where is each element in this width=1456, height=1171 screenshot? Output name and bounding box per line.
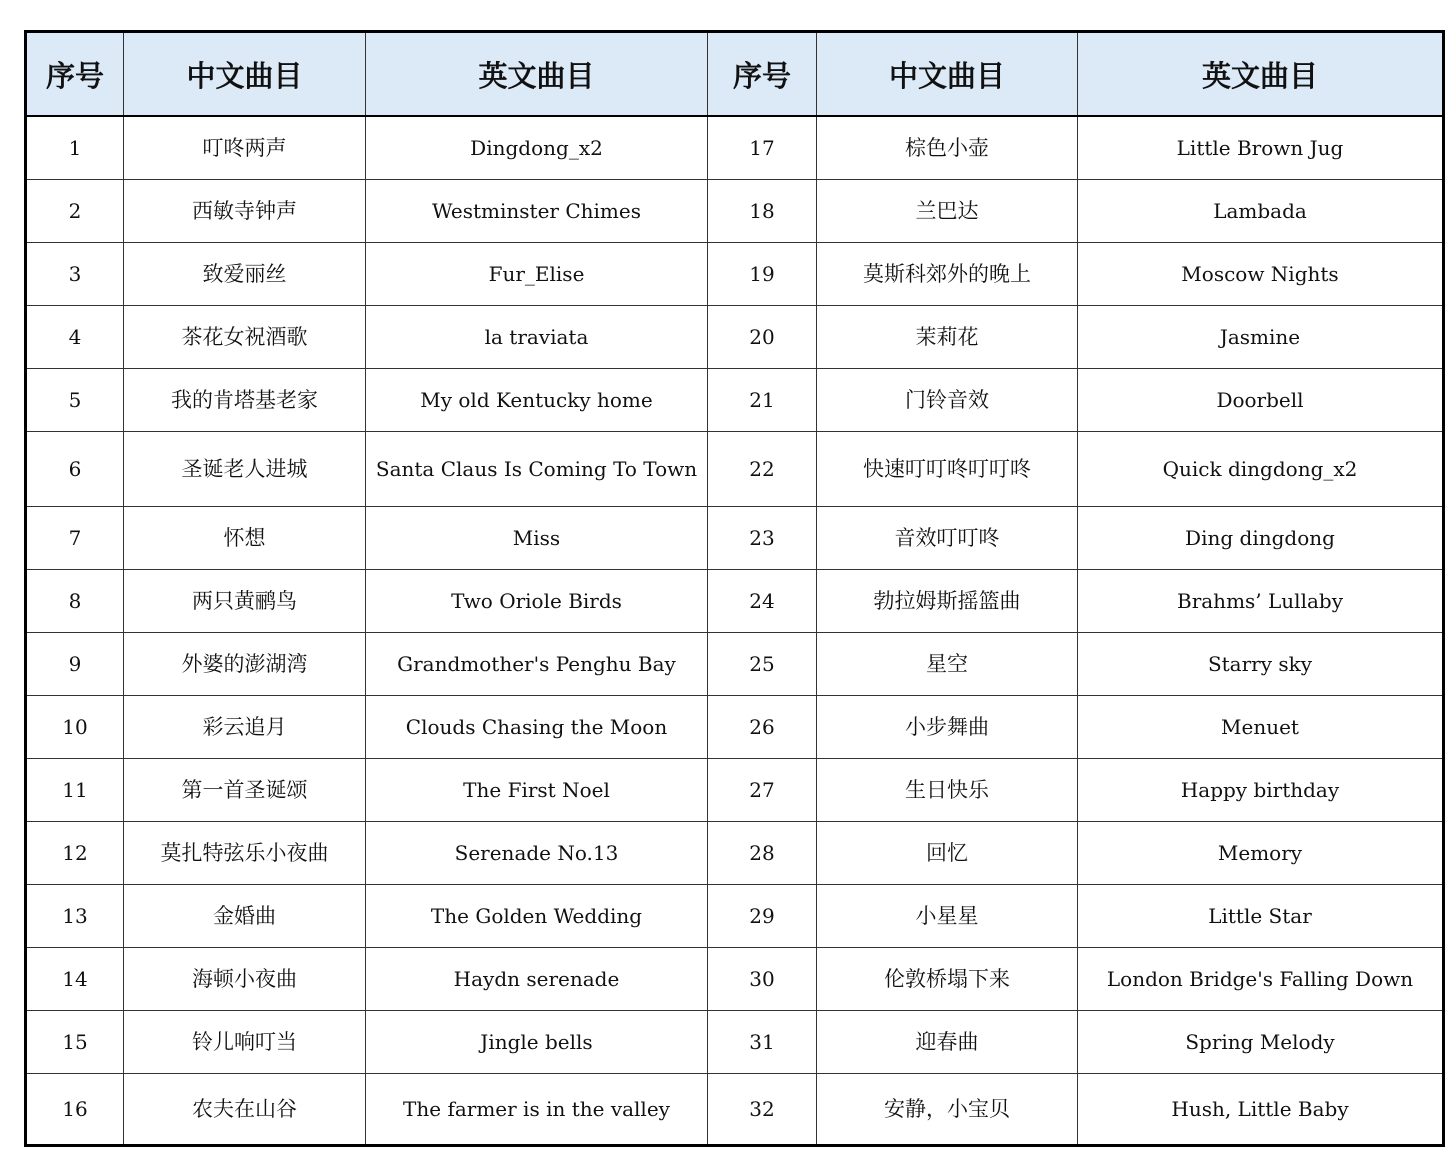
cell-number-2: 31	[708, 1011, 817, 1074]
cell-number: 12	[26, 822, 124, 885]
cell-english-title: Haydn serenade	[366, 948, 708, 1011]
cell-chinese-title-2: 伦敦桥塌下来	[817, 948, 1078, 1011]
table-row	[26, 633, 1444, 696]
cell-english-title-2: Quick dingdong_x2	[1078, 432, 1444, 507]
header-row	[26, 32, 1444, 117]
cell-chinese-title: 铃儿响叮当	[124, 1011, 366, 1074]
header-english-title: 英文曲目	[366, 32, 708, 117]
cell-number: 2	[26, 180, 124, 243]
cell-chinese-title-2: 莫斯科郊外的晚上	[817, 243, 1078, 306]
cell-number-2: 23	[708, 507, 817, 570]
cell-chinese-title: 我的肯塔基老家	[124, 369, 366, 432]
cell-chinese-title-2: 茉莉花	[817, 306, 1078, 369]
cell-chinese-title: 金婚曲	[124, 885, 366, 948]
cell-english-title-2: Lambada	[1078, 180, 1444, 243]
cell-number-2: 30	[708, 948, 817, 1011]
cell-number: 4	[26, 306, 124, 369]
cell-english-title: Clouds Chasing the Moon	[366, 696, 708, 759]
cell-chinese-title-2: 兰巴达	[817, 180, 1078, 243]
cell-english-title-2: Brahms’ Lullaby	[1078, 570, 1444, 633]
table-row	[26, 1074, 1444, 1146]
header-chinese-title: 中文曲目	[124, 32, 366, 117]
cell-english-title: Two Oriole Birds	[366, 570, 708, 633]
table-row	[26, 696, 1444, 759]
cell-number-2: 24	[708, 570, 817, 633]
cell-chinese-title-2: 门铃音效	[817, 369, 1078, 432]
header-number-2: 序号	[708, 32, 817, 117]
cell-english-title: Fur_Elise	[366, 243, 708, 306]
cell-number: 6	[26, 432, 124, 507]
cell-english-title: The farmer is in the valley	[366, 1074, 708, 1146]
cell-number-2: 26	[708, 696, 817, 759]
cell-english-title: The First Noel	[366, 759, 708, 822]
table-row	[26, 1011, 1444, 1074]
cell-english-title-2: London Bridge's Falling Down	[1078, 948, 1444, 1011]
cell-number-2: 28	[708, 822, 817, 885]
table-row	[26, 948, 1444, 1011]
cell-english-title-2: Ding dingdong	[1078, 507, 1444, 570]
cell-chinese-title: 彩云追月	[124, 696, 366, 759]
cell-number-2: 22	[708, 432, 817, 507]
cell-english-title-2: Moscow Nights	[1078, 243, 1444, 306]
cell-chinese-title-2: 音效叮叮咚	[817, 507, 1078, 570]
cell-number-2: 21	[708, 369, 817, 432]
cell-english-title-2: Spring Melody	[1078, 1011, 1444, 1074]
table-row	[26, 306, 1444, 369]
cell-number-2: 29	[708, 885, 817, 948]
cell-english-title: Dingdong_x2	[366, 116, 708, 180]
cell-chinese-title: 茶花女祝酒歌	[124, 306, 366, 369]
header-chinese-title-2: 中文曲目	[817, 32, 1078, 117]
cell-number: 1	[26, 116, 124, 180]
table-row	[26, 507, 1444, 570]
cell-chinese-title: 叮咚两声	[124, 116, 366, 180]
cell-number: 8	[26, 570, 124, 633]
header-english-title-2: 英文曲目	[1078, 32, 1444, 117]
cell-number-2: 27	[708, 759, 817, 822]
cell-chinese-title-2: 生日快乐	[817, 759, 1078, 822]
header-number: 序号	[26, 32, 124, 117]
cell-number: 15	[26, 1011, 124, 1074]
table-row	[26, 759, 1444, 822]
table-row	[26, 243, 1444, 306]
cell-english-title-2: Happy birthday	[1078, 759, 1444, 822]
cell-number-2: 25	[708, 633, 817, 696]
cell-number-2: 17	[708, 116, 817, 180]
cell-number: 14	[26, 948, 124, 1011]
cell-english-title: Serenade No.13	[366, 822, 708, 885]
cell-english-title: la traviata	[366, 306, 708, 369]
cell-english-title-2: Doorbell	[1078, 369, 1444, 432]
cell-chinese-title: 外婆的澎湖湾	[124, 633, 366, 696]
cell-chinese-title-2: 迎春曲	[817, 1011, 1078, 1074]
cell-number: 3	[26, 243, 124, 306]
table-row	[26, 570, 1444, 633]
cell-chinese-title: 两只黄鹂鸟	[124, 570, 366, 633]
cell-chinese-title-2: 回忆	[817, 822, 1078, 885]
cell-number: 7	[26, 507, 124, 570]
table-row	[26, 432, 1444, 507]
cell-chinese-title-2: 小星星	[817, 885, 1078, 948]
cell-english-title: The Golden Wedding	[366, 885, 708, 948]
cell-chinese-title: 第一首圣诞颂	[124, 759, 366, 822]
cell-english-title-2: Jasmine	[1078, 306, 1444, 369]
cell-chinese-title: 怀想	[124, 507, 366, 570]
table-row	[26, 822, 1444, 885]
cell-chinese-title: 致爱丽丝	[124, 243, 366, 306]
table-row	[26, 116, 1444, 180]
cell-number-2: 19	[708, 243, 817, 306]
cell-number: 16	[26, 1074, 124, 1146]
cell-number: 9	[26, 633, 124, 696]
cell-english-title: My old Kentucky home	[366, 369, 708, 432]
cell-chinese-title-2: 快速叮叮咚叮叮咚	[817, 432, 1078, 507]
cell-chinese-title-2: 星空	[817, 633, 1078, 696]
cell-english-title-2: Little Brown Jug	[1078, 116, 1444, 180]
table-row	[26, 180, 1444, 243]
cell-number-2: 32	[708, 1074, 817, 1146]
cell-english-title-2: Little Star	[1078, 885, 1444, 948]
cell-number: 5	[26, 369, 124, 432]
cell-english-title: Santa Claus Is Coming To Town	[366, 432, 708, 507]
cell-english-title: Jingle bells	[366, 1011, 708, 1074]
cell-english-title: Westminster Chimes	[366, 180, 708, 243]
cell-chinese-title: 莫扎特弦乐小夜曲	[124, 822, 366, 885]
cell-chinese-title-2: 勃拉姆斯摇篮曲	[817, 570, 1078, 633]
cell-english-title-2: Memory	[1078, 822, 1444, 885]
cell-number-2: 20	[708, 306, 817, 369]
cell-chinese-title: 圣诞老人进城	[124, 432, 366, 507]
cell-chinese-title-2: 小步舞曲	[817, 696, 1078, 759]
cell-number-2: 18	[708, 180, 817, 243]
table-row	[26, 369, 1444, 432]
song-list-table	[24, 30, 1445, 1147]
cell-number: 11	[26, 759, 124, 822]
cell-english-title-2: Menuet	[1078, 696, 1444, 759]
cell-number: 13	[26, 885, 124, 948]
table-row	[26, 885, 1444, 948]
cell-chinese-title: 西敏寺钟声	[124, 180, 366, 243]
cell-english-title: Miss	[366, 507, 708, 570]
cell-english-title-2: Hush, Little Baby	[1078, 1074, 1444, 1146]
cell-chinese-title: 农夫在山谷	[124, 1074, 366, 1146]
cell-chinese-title-2: 棕色小壶	[817, 116, 1078, 180]
cell-english-title: Grandmother's Penghu Bay	[366, 633, 708, 696]
cell-chinese-title-2: 安静，小宝贝	[817, 1074, 1078, 1146]
cell-english-title-2: Starry sky	[1078, 633, 1444, 696]
cell-chinese-title: 海顿小夜曲	[124, 948, 366, 1011]
cell-number: 10	[26, 696, 124, 759]
